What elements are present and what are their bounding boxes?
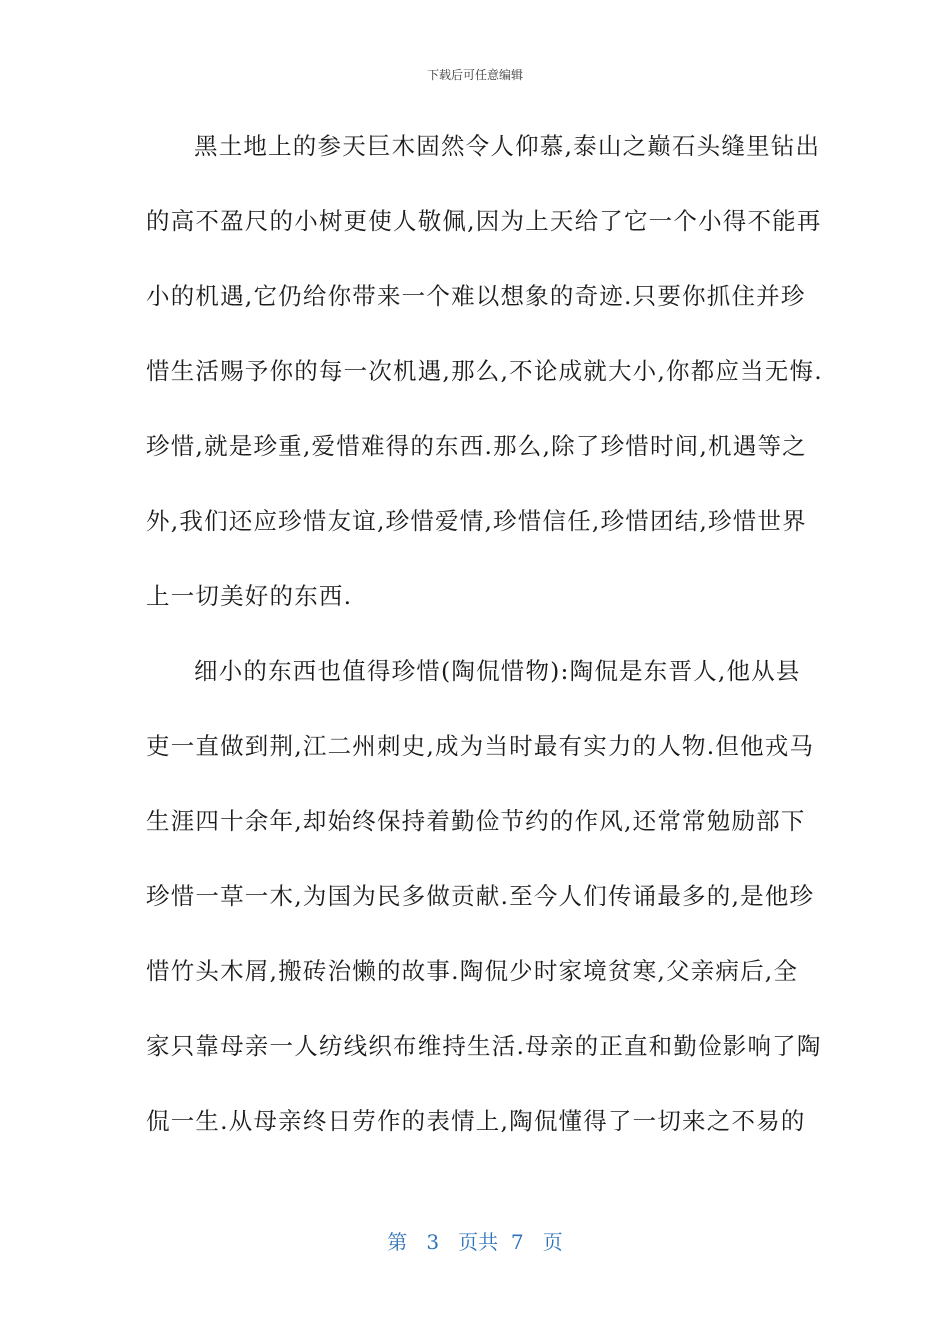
text-line: 上一切美好的东西. bbox=[146, 582, 353, 610]
text-line: 生涯四十余年,却始终保持着勤俭节约的作风,还常常勉励部下 bbox=[146, 807, 806, 835]
text-line: 珍惜,就是珍重,爱惜难得的东西.那么,除了珍惜时间,机遇等之 bbox=[146, 432, 807, 460]
text-line: 细小的东西也值得珍惜(陶侃惜物):陶侃是东晋人,他从县 bbox=[194, 657, 801, 685]
footer-suffix: 页 bbox=[542, 1230, 563, 1254]
text-line: 惜生活赐予你的每一次机遇,那么,不论成就大小,你都应当无悔. bbox=[146, 357, 823, 385]
text-line: 惜竹头木屑,搬砖治懒的故事.陶侃少时家境贫寒,父亲病后,全 bbox=[146, 957, 799, 985]
text-line: 黑土地上的参天巨木固然令人仰慕,泰山之巅石头缝里钻出 bbox=[194, 132, 821, 160]
text-line: 的高不盈尺的小树更使人敬佩,因为上天给了它一个小得不能再 bbox=[146, 207, 822, 235]
footer-total-pages: 7 bbox=[510, 1230, 524, 1254]
text-line: 家只靠母亲一人纺线织布维持生活.母亲的正直和勤俭影响了陶 bbox=[146, 1032, 822, 1060]
text-line: 侃一生.从母亲终日劳作的表情上,陶侃懂得了一切来之不易的 bbox=[146, 1107, 806, 1135]
footer-page-number: 3 bbox=[426, 1230, 440, 1254]
text-line: 外,我们还应珍惜友谊,珍惜爱情,珍惜信任,珍惜团结,珍惜世界 bbox=[146, 507, 807, 535]
page-header: 下载后可任意编辑 bbox=[426, 68, 523, 82]
page-footer bbox=[0, 1226, 950, 1255]
text-line: 吏一直做到荆,江二州刺史,成为当时最有实力的人物.但他戎马 bbox=[146, 732, 815, 760]
document-body bbox=[146, 121, 823, 1171]
footer-prefix: 第 bbox=[387, 1230, 408, 1254]
footer-middle: 页共 bbox=[458, 1230, 499, 1254]
text-line: 珍惜一草一木,为国为民多做贡献.至今人们传诵最多的,是他珍 bbox=[146, 882, 815, 910]
text-line: 小的机遇,它仍给你带来一个难以想象的奇迹.只要你抓住并珍 bbox=[146, 282, 806, 310]
